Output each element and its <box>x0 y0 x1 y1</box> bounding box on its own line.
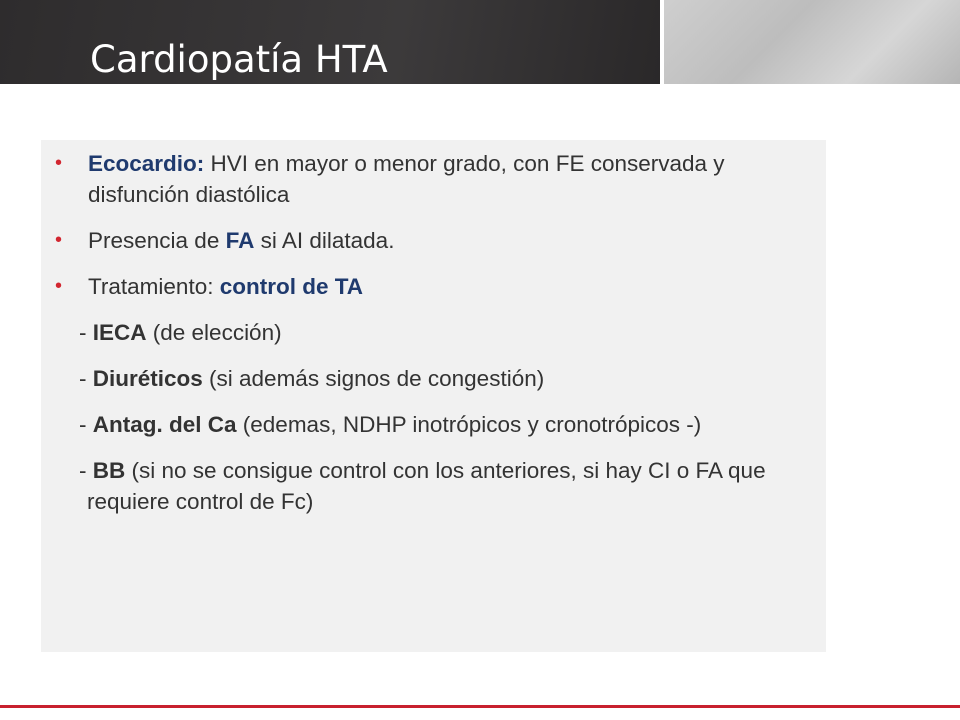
sub-dash: - <box>79 366 93 391</box>
antag-ca-text: (edemas, NDHP inotrópicos y cronotrópicos -) <box>236 412 702 437</box>
sub-dash: - <box>79 320 93 345</box>
header-divider <box>660 0 664 84</box>
header-gray-band <box>662 0 960 84</box>
fa-pre-text: Presencia de <box>88 228 226 253</box>
bullet-ecocardio <box>55 148 815 210</box>
footer-red-line <box>0 705 960 708</box>
diureticos-label: Diuréticos <box>92 366 203 391</box>
ieca-label: IECA <box>92 320 147 345</box>
bullet-tratamiento <box>55 271 815 302</box>
sub-item-bb <box>55 455 815 517</box>
diureticos-text: (si además signos de congestión) <box>202 366 545 391</box>
bullet-dot-icon: • <box>55 152 63 174</box>
bb-label: BB <box>92 458 126 483</box>
bb-text: (si no se consigue control con los anteriores, si hay CI o FA que requiere control de Fc) <box>87 458 766 514</box>
ecocardio-label: Ecocardio: <box>88 151 205 176</box>
sub-item-ieca <box>55 317 815 348</box>
antag-ca-label: Antag. del Ca <box>92 412 237 437</box>
sub-item-antag-ca <box>55 409 815 440</box>
sub-item-diureticos <box>55 363 815 394</box>
bullet-list <box>55 148 815 532</box>
ecocardio-text: HVI en mayor o menor grado, con FE conservada y disfunción diastólica <box>88 151 725 207</box>
bullet-dot-icon: • <box>55 229 63 251</box>
tratamiento-highlight: control de TA <box>219 274 364 299</box>
bullet-fa <box>55 225 815 256</box>
bullet-dot-icon: • <box>55 275 63 297</box>
fa-post-text: si AI dilatada. <box>254 228 395 253</box>
sub-dash: - <box>79 412 93 437</box>
fa-highlight: FA <box>225 228 255 253</box>
ieca-text: (de elección) <box>146 320 282 345</box>
sub-dash: - <box>79 458 93 483</box>
slide-title: Cardiopatía HTA <box>90 38 388 81</box>
tratamiento-label: Tratamiento: <box>88 274 220 299</box>
